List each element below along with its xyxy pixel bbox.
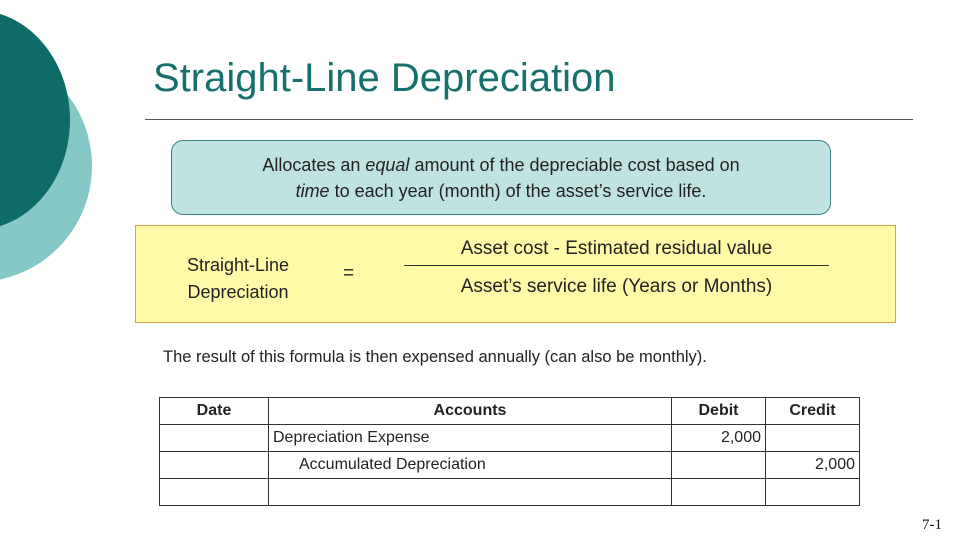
definition-box — [171, 140, 831, 215]
row-date-cell — [160, 452, 269, 479]
formula-lhs-line-2: Depreciation — [187, 282, 289, 302]
table-header-row — [160, 398, 860, 425]
definition-emphasis-time: time — [295, 180, 330, 201]
definition-part-3: to each year (month) of the asset’s service life. — [329, 180, 707, 201]
formula-lhs — [154, 252, 322, 306]
row-credit-cell — [766, 479, 860, 506]
row-debit-cell — [672, 479, 766, 506]
row-date-cell — [160, 479, 269, 506]
row-credit-cell: 2,000 — [766, 452, 860, 479]
formula-note: The result of this formula is then expensed annually (can also be monthly). — [163, 348, 707, 366]
page-number: 7-1 — [922, 517, 942, 533]
row-credit-cell — [766, 425, 860, 452]
journal-entry-table — [159, 397, 860, 506]
row-date-cell — [160, 425, 269, 452]
formula-denominator: Asset’s service life (Years or Months) — [460, 276, 773, 297]
row-debit-cell — [672, 452, 766, 479]
header-accounts: Accounts — [269, 398, 672, 425]
definition-part-2: amount of the depreciable cost based on — [409, 154, 740, 175]
formula-box — [135, 225, 896, 323]
formula-equals-sign: = — [343, 263, 355, 284]
table-row — [160, 425, 860, 452]
header-credit: Credit — [766, 398, 860, 425]
title-divider — [145, 119, 913, 120]
table-row — [160, 479, 860, 506]
definition-emphasis-equal: equal — [365, 154, 410, 175]
definition-text — [262, 152, 739, 204]
formula-fraction-bar — [404, 265, 829, 266]
formula-lhs-line-1: Straight-Line — [186, 255, 290, 275]
header-debit: Debit — [672, 398, 766, 425]
row-account-cell — [269, 479, 672, 506]
row-debit-cell: 2,000 — [672, 425, 766, 452]
definition-part-1: Allocates an — [262, 154, 366, 175]
formula-numerator: Asset cost - Estimated residual value — [460, 238, 773, 259]
row-account-cell: Accumulated Depreciation — [269, 452, 672, 479]
table-row — [160, 452, 860, 479]
slide-title: Straight-Line Depreciation — [153, 56, 616, 100]
row-account-cell: Depreciation Expense — [269, 425, 672, 452]
header-date: Date — [160, 398, 269, 425]
